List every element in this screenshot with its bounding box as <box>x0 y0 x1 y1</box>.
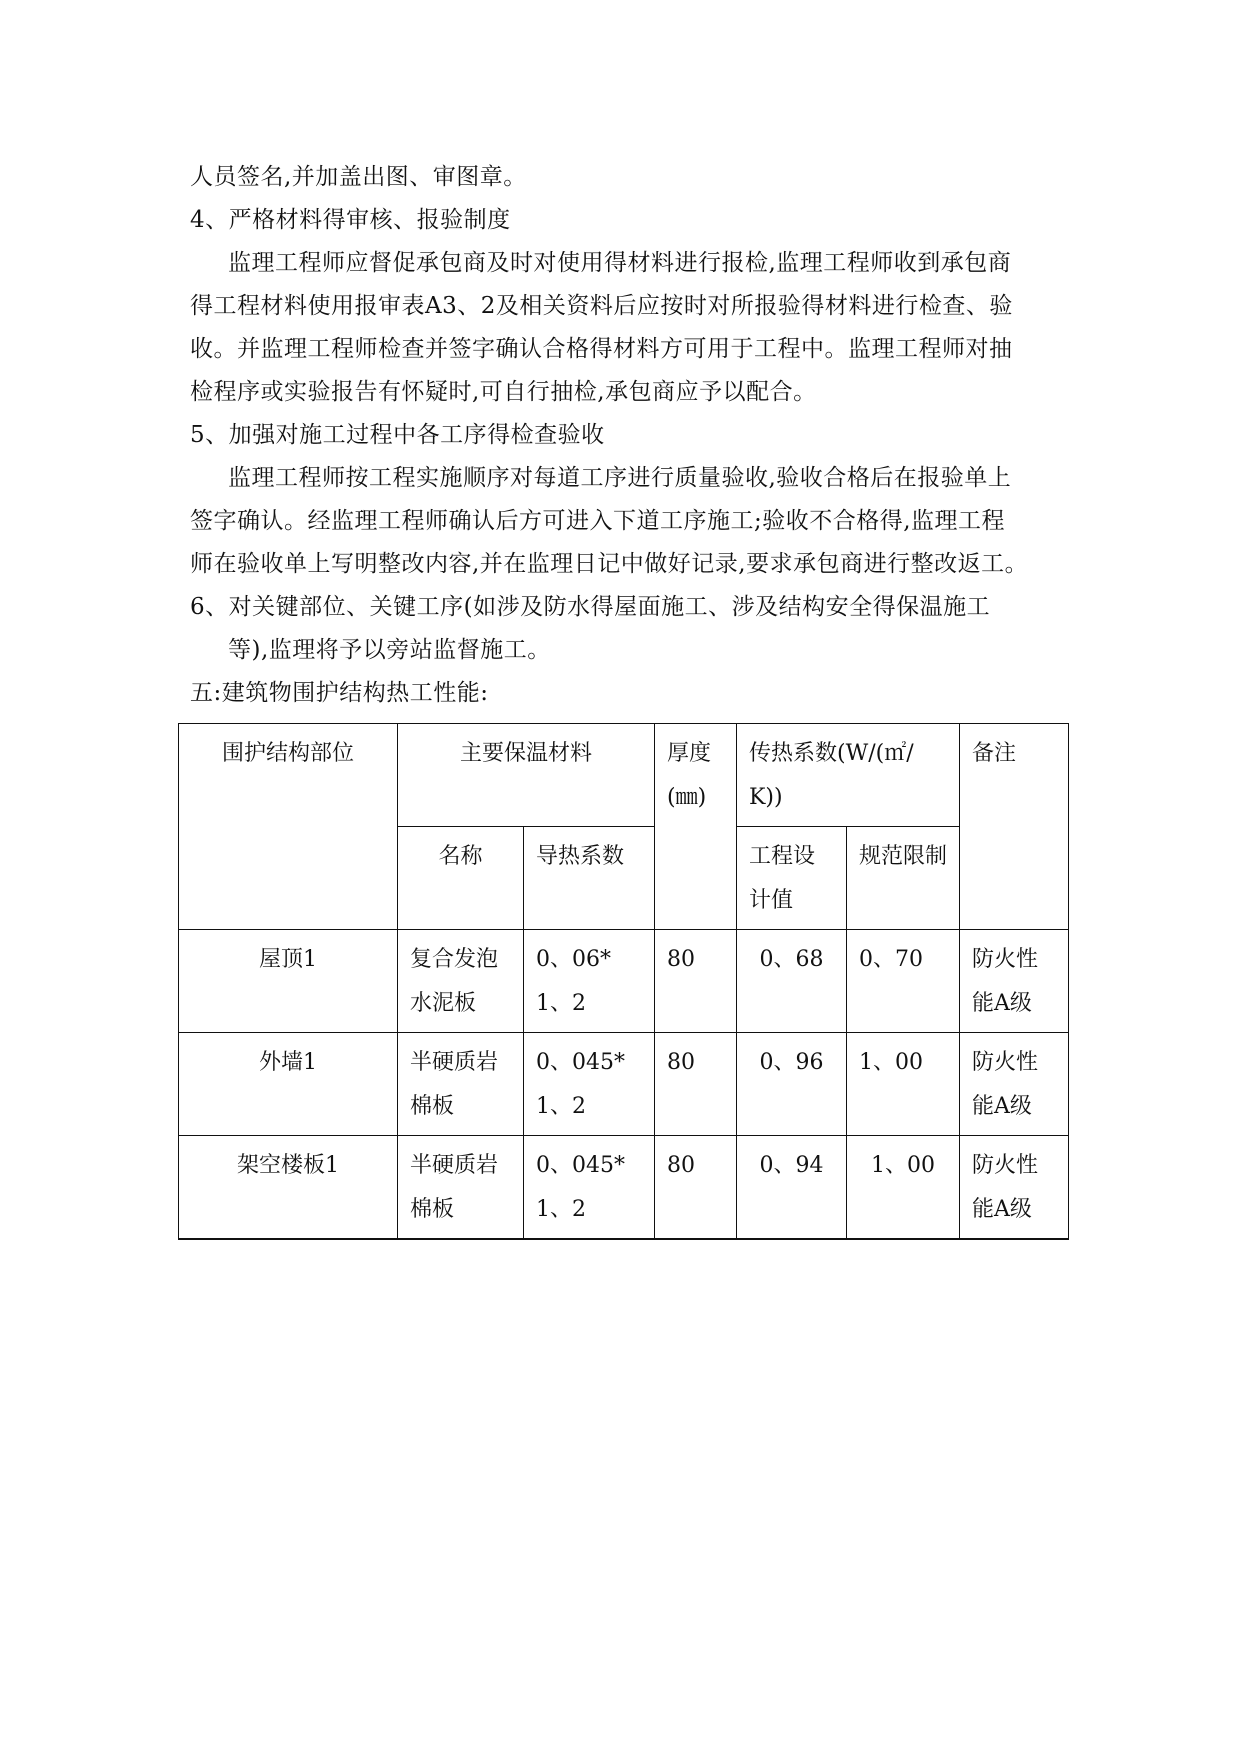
cell-limit-value: 0、70 <box>847 930 960 1033</box>
cell-remark: 防火性能A级 <box>960 1033 1069 1136</box>
paragraph-line: 得工程材料使用报审表A3、2及相关资料后应按时对所报验得材料进行检查、验 <box>190 293 1013 319</box>
cell-thickness: 80 <box>655 1136 737 1240</box>
cell-thickness: 80 <box>655 930 737 1033</box>
paragraph-line: 人员签名,并加盖出图、审图章。 <box>190 164 527 190</box>
cell-thickness: 80 <box>655 1033 737 1136</box>
paragraph-line: 收。并监理工程师检查并签字确认合格得材料方可用于工程中。监理工程师对抽 <box>190 336 1013 362</box>
header-part: 围护结构部位 <box>179 724 398 930</box>
paragraph-line: 等),监理将予以旁站监督施工。 <box>228 637 551 663</box>
paragraph-line: 签字确认。经监理工程师确认后方可进入下道工序施工;验收不合格得,监理工程 <box>190 508 1006 534</box>
paragraph-line: 师在验收单上写明整改内容,并在监理日记中做好记录,要求承包商进行整改返工。 <box>190 551 1029 577</box>
paragraph-line: 检程序或实验报告有怀疑时,可自行抽检,承包商应予以配合。 <box>190 379 817 405</box>
table-header-row <box>179 724 1069 827</box>
table-row <box>179 930 1069 1033</box>
section-heading-five: 五:建筑物围护结构热工性能: <box>190 680 489 706</box>
cell-conductivity: 0、045*1、2 <box>524 1033 655 1136</box>
paragraph-line: 监理工程师按工程实施顺序对每道工序进行质量验收,验收合格后在报验单上 <box>228 465 1012 491</box>
header-material-group: 主要保温材料 <box>398 724 655 827</box>
header-conductivity: 导热系数 <box>524 827 655 930</box>
cell-material-name: 半硬质岩棉板 <box>398 1033 524 1136</box>
cell-remark: 防火性能A级 <box>960 930 1069 1033</box>
header-name: 名称 <box>398 827 524 930</box>
cell-material-name: 半硬质岩棉板 <box>398 1136 524 1240</box>
cell-part: 架空楼板1 <box>179 1136 398 1240</box>
table-row <box>179 1033 1069 1136</box>
cell-design-value: 0、94 <box>737 1136 847 1240</box>
cell-remark: 防火性能A级 <box>960 1136 1069 1240</box>
cell-part: 外墙1 <box>179 1033 398 1136</box>
cell-limit-value: 1、00 <box>847 1033 960 1136</box>
cell-part: 屋顶1 <box>179 930 398 1033</box>
paragraph-line: 监理工程师应督促承包商及时对使用得材料进行报检,监理工程师收到承包商 <box>228 250 1012 276</box>
section-heading-4: 4、严格材料得审核、报验制度 <box>190 207 511 233</box>
header-limit-value: 规范限制 <box>847 827 960 930</box>
table-row <box>179 1136 1069 1240</box>
cell-material-name: 复合发泡水泥板 <box>398 930 524 1033</box>
cell-conductivity: 0、045*1、2 <box>524 1136 655 1240</box>
header-u-value: 传热系数(W/(㎡/K)) <box>737 724 960 827</box>
thermal-performance-table <box>178 723 1069 1240</box>
cell-design-value: 0、96 <box>737 1033 847 1136</box>
header-remark: 备注 <box>960 724 1069 930</box>
cell-design-value: 0、68 <box>737 930 847 1033</box>
cell-limit-value: 1、00 <box>847 1136 960 1240</box>
header-thickness: 厚度(㎜) <box>655 724 737 930</box>
header-design-value: 工程设计值 <box>737 827 847 930</box>
section-heading-6: 6、对关键部位、关键工序(如涉及防水得屋面施工、涉及结构安全得保温施工 <box>190 594 991 620</box>
section-heading-5: 5、加强对施工过程中各工序得检查验收 <box>190 422 605 448</box>
cell-conductivity: 0、06*1、2 <box>524 930 655 1033</box>
